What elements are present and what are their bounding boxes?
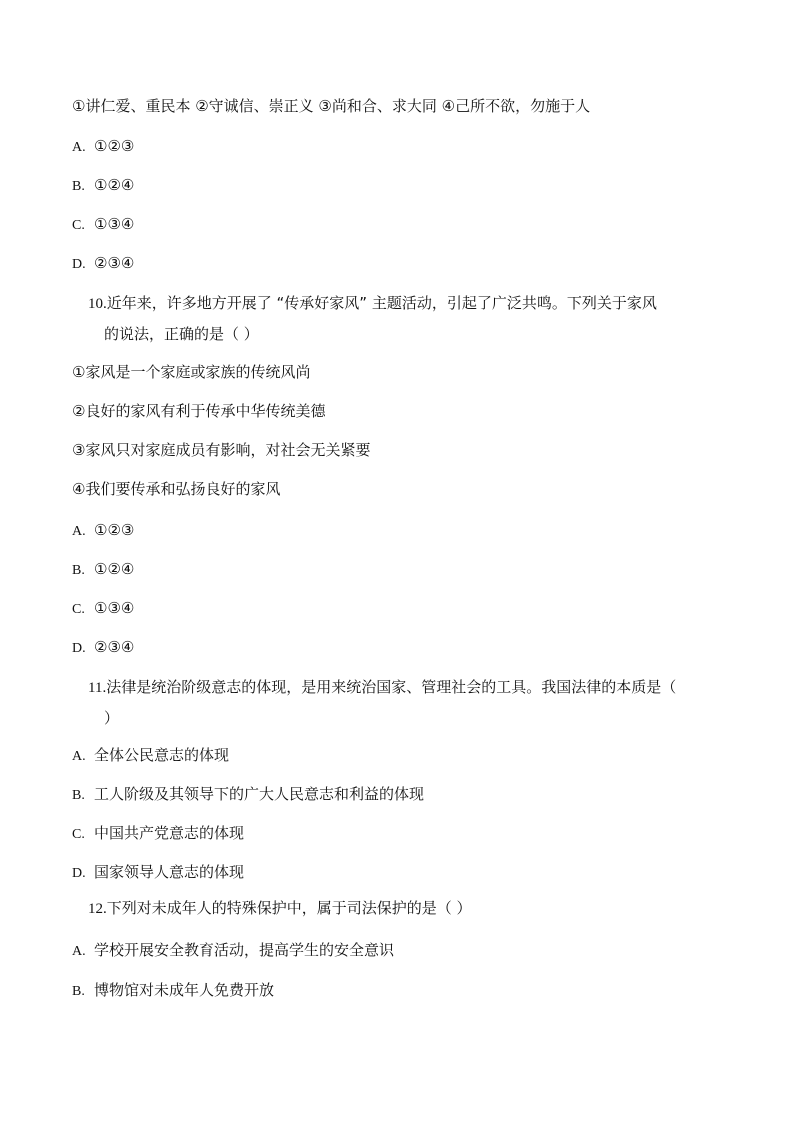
- q9-option-c[interactable]: [72, 214, 134, 236]
- question-stem-line2: ）: [104, 709, 120, 727]
- option-letter: C.: [72, 827, 85, 842]
- option-letter: A.: [72, 140, 86, 155]
- option-text: 学校开展安全教育活动，提高学生的安全意识: [94, 941, 395, 959]
- question-number: 10.: [88, 296, 107, 312]
- q10-option-a[interactable]: [72, 520, 134, 542]
- question-number: 12.: [88, 901, 107, 917]
- option-text: ①③④: [94, 215, 135, 233]
- option-text: 国家领导人意志的体现: [94, 863, 245, 881]
- option-letter: A.: [72, 524, 86, 539]
- option-text: ①③④: [94, 599, 135, 617]
- q11-stem: [88, 672, 728, 733]
- option-letter: C.: [72, 602, 85, 617]
- option-text: ①②④: [94, 176, 135, 194]
- question-number: 11.: [88, 680, 107, 696]
- option-text: ①②③: [94, 521, 135, 539]
- option-text: ①②④: [94, 560, 135, 578]
- option-letter: D.: [72, 866, 86, 881]
- option-letter: B.: [72, 984, 85, 999]
- question-stem: 下列对未成年人的特殊保护中，属于司法保护的是（ ）: [106, 899, 472, 917]
- q10-statement-1: ①家风是一个家庭或家族的传统风尚: [72, 363, 311, 381]
- question-stem-line1: 近年来，许多地方开展了 “传承好家风” 主题活动，引起了广泛共鸣。下列关于家风: [106, 294, 657, 312]
- option-text: 博物馆对未成年人免费开放: [94, 981, 275, 999]
- option-letter: A.: [72, 749, 86, 764]
- option-letter: B.: [72, 179, 85, 194]
- q12-option-a[interactable]: [72, 940, 394, 962]
- q10-option-c[interactable]: [72, 598, 134, 620]
- option-letter: A.: [72, 944, 86, 959]
- q10-option-b[interactable]: [72, 559, 134, 581]
- option-text: ②③④: [94, 638, 135, 656]
- q11-option-a[interactable]: [72, 745, 229, 767]
- q9-option-d[interactable]: [72, 253, 134, 275]
- q12-stem: [88, 898, 728, 919]
- option-letter: C.: [72, 218, 85, 233]
- option-letter: D.: [72, 641, 86, 656]
- option-letter: D.: [72, 257, 86, 272]
- q10-statement-2: ②良好的家风有利于传承中华传统美德: [72, 402, 326, 420]
- q10-statement-3: ③家风只对家庭成员有影响，对社会无关紧要: [72, 441, 371, 459]
- q12-option-b[interactable]: [72, 980, 274, 1002]
- q11-option-d[interactable]: [72, 862, 244, 884]
- q10-statement-4: ④我们要传承和弘扬良好的家风: [72, 480, 281, 498]
- question-stem-line1: 法律是统治阶级意志的体现，是用来统治国家、管理社会的工具。我国法律的本质是（: [106, 678, 677, 696]
- q9-option-b[interactable]: [72, 175, 134, 197]
- q9-option-a[interactable]: [72, 136, 134, 158]
- option-letter: B.: [72, 788, 85, 803]
- q10-stem: [88, 288, 728, 349]
- option-text: ②③④: [94, 254, 135, 272]
- option-text: 工人阶级及其领导下的广大人民意志和利益的体现: [94, 785, 425, 803]
- option-text: ①②③: [94, 137, 135, 155]
- question-stem-line2: 的说法，正确的是（ ）: [104, 325, 259, 343]
- q10-option-d[interactable]: [72, 637, 134, 659]
- q9-statements: ①讲仁爱、重民本 ②守诚信、崇正义 ③尚和合、求大同 ④己所不欲，勿施于人: [72, 97, 591, 115]
- q11-option-c[interactable]: [72, 823, 244, 845]
- option-text: 全体公民意志的体现: [94, 746, 230, 764]
- option-text: 中国共产党意志的体现: [94, 824, 245, 842]
- q11-option-b[interactable]: [72, 784, 424, 806]
- option-letter: B.: [72, 563, 85, 578]
